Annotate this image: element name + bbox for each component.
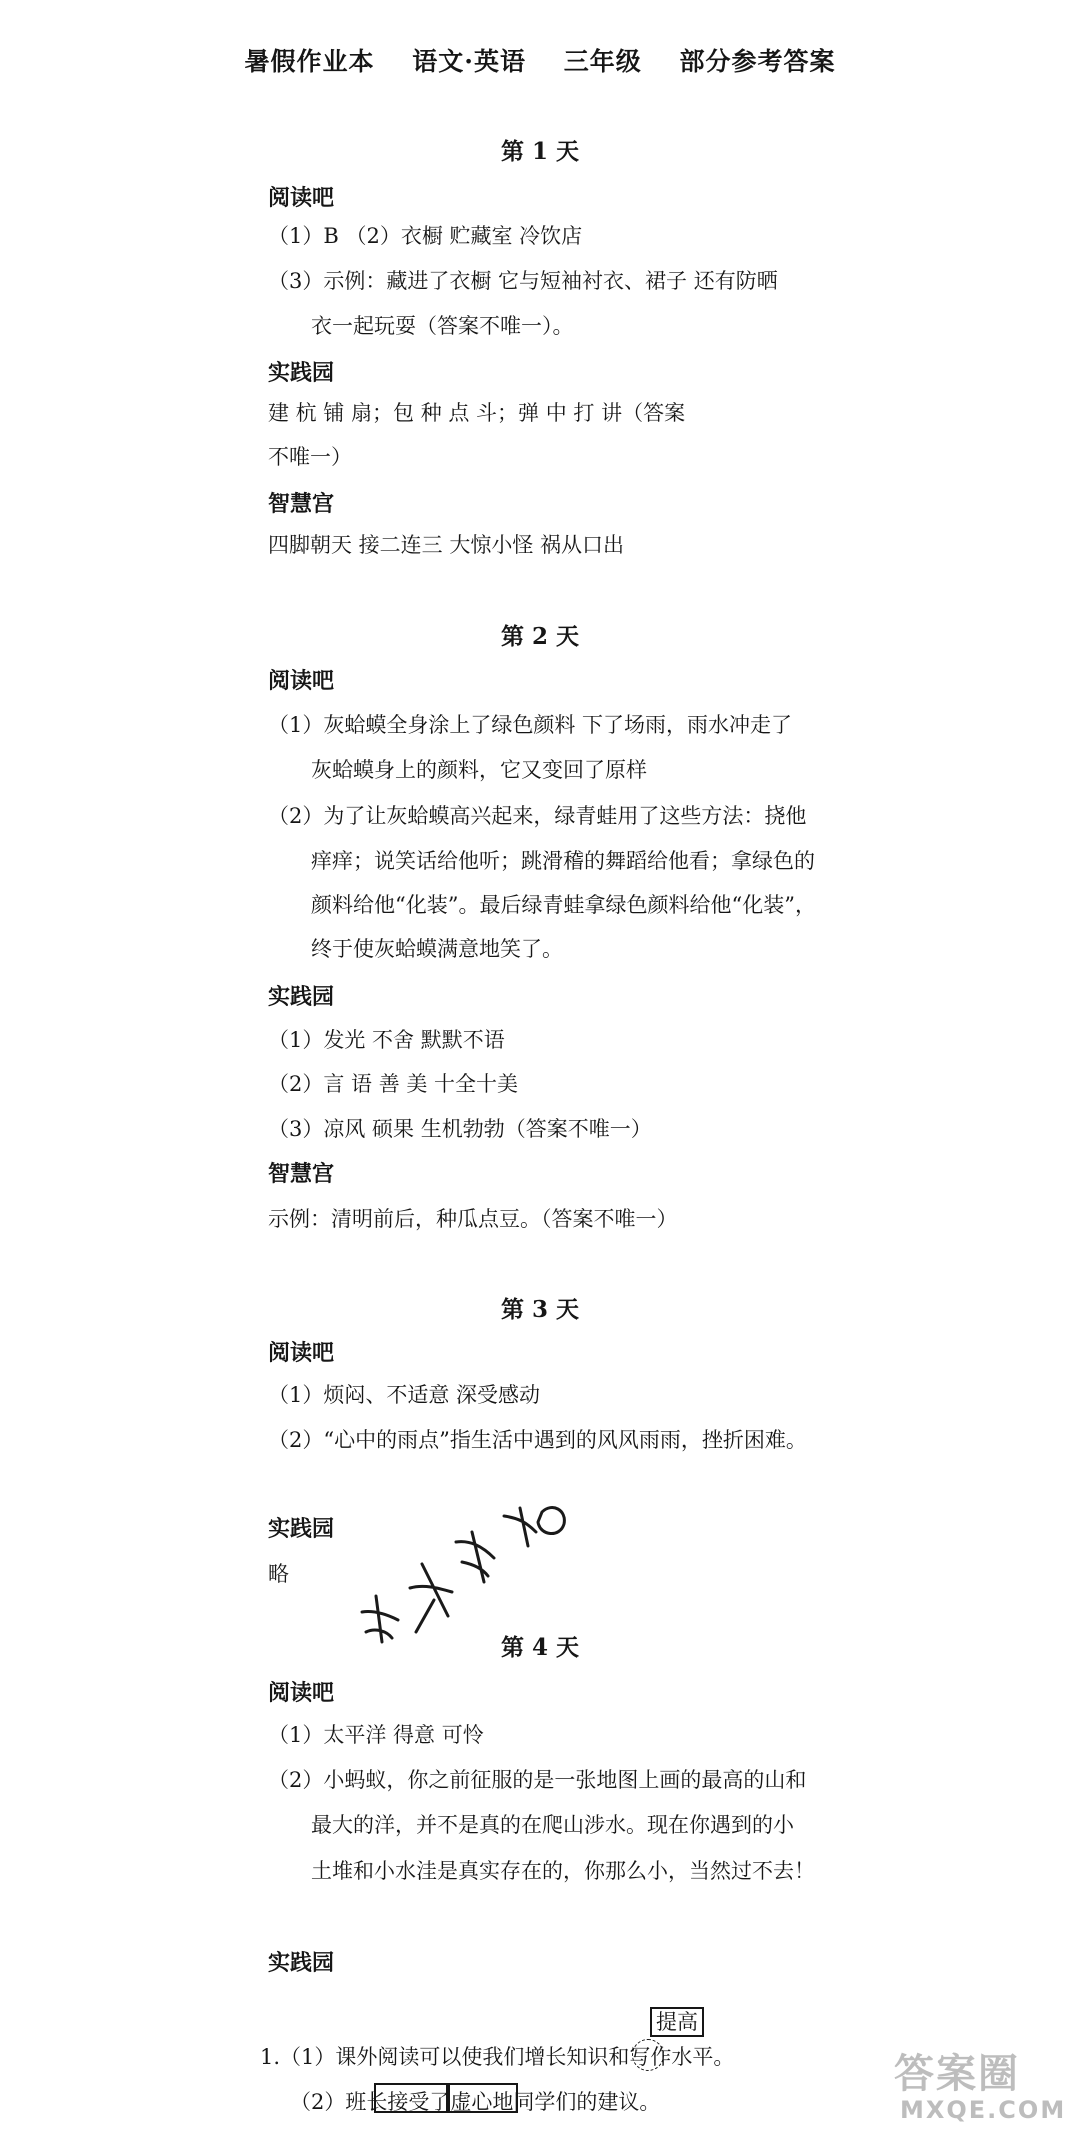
day-4-reading-2c: 土堆和小水洼是真实存在的，你那么小，当然过不去！ [311,1859,815,1883]
day-2-reading-1b: 灰蛤蟆身上的颜料，它又变回了原样 [311,758,647,782]
day-3-reading-2: （2）“心中的雨点”指生活中遇到的风风雨雨，挫折困难。 [268,1428,807,1452]
day-4-title: 第 4 天 [500,1634,580,1661]
day-1-reading-answer-1: （1）B （2）衣橱 贮藏室 冷饮店 [268,224,583,248]
header-book-title: 暑假作业本 [244,47,375,76]
day-3-reading-heading: 阅读吧 [268,1340,335,1366]
header-subject: 语文·英语 [412,47,526,76]
watermark-logo [880,2040,1080,2130]
day-1-wisdom-heading: 智慧宫 [268,491,335,517]
day-4-reading-heading: 阅读吧 [268,1680,335,1706]
day-3-practice-answer: 略 [268,1562,289,1586]
day-3-reading-1: （1）烦闷、不适意 深受感动 [268,1383,541,1407]
handwriting-scribble [352,1492,592,1652]
day-2-wisdom-answer: 示例：清明前后，种瓜点豆。（答案不唯一） [268,1207,678,1231]
day-2-practice-3: （3）凉风 硕果 生机勃勃（答案不唯一） [268,1117,652,1141]
day-1-practice-answer-b: 不唯一） [268,445,352,469]
day-1-title: 第 1 天 [500,138,580,165]
day-4-practice-2: （2）班长接受了虚心地同学们的建议。 [290,2090,661,2114]
day-2-practice-heading: 实践园 [268,984,335,1010]
day-1-reading-answer-3a: （3）示例：藏进了衣橱 它与短袖衬衣、裙子 还有防晒 [268,269,778,293]
day-2-reading-heading: 阅读吧 [268,668,335,694]
day-2-reading-1a: （1）灰蛤蟆全身涂上了绿色颜料 下了场雨，雨水冲走了 [268,713,793,737]
day-4-reading-2b: 最大的洋，并不是真的在爬山涉水。现在你遇到的小 [311,1813,794,1837]
day-2-wisdom-heading: 智慧宫 [268,1161,335,1187]
day-2-practice-1: （1）发光 不舍 默默不语 [268,1028,505,1052]
day-2-reading-2d: 终于使灰蛤蟆满意地笑了。 [311,937,563,961]
header-subtitle: 部分参考答案 [679,47,836,76]
day-2-reading-2a: （2）为了让灰蛤蟆高兴起来，绿青蛙用了这些方法：挠他 [268,804,807,828]
header-grade: 三年级 [563,47,642,76]
correction-insert-box: 提高 [650,2007,704,2037]
watermark-url: MXQE.COM [900,2096,1067,2124]
day-2-reading-2b: 痒痒；说笑话给他听；跳滑稽的舞蹈给他看；拿绿色的 [311,849,815,873]
watermark-logo-text: 答案圈 [894,2051,1020,2097]
day-3-practice-heading: 实践园 [268,1516,335,1542]
day-4-practice-1: 1.（1）课外阅读可以使我们增长知识和写作水平。 [260,2045,735,2069]
day-1-reading-answer-3b: 衣一起玩耍（答案不唯一）。 [311,314,574,338]
day-1-reading-heading: 阅读吧 [268,185,335,211]
day-1-practice-answer-a: 建 杭 铺 扇；包 种 点 斗；弹 中 打 讲（答案 [268,401,686,425]
day-2-reading-2c: 颜料给他“化装”。最后绿青蛙拿绿色颜料给他“化装”， [311,893,816,917]
page-header [0,42,1080,78]
day-1-wisdom-answer: 四脚朝天 接二连三 大惊小怪 祸从口出 [268,533,625,557]
day-4-practice-heading: 实践园 [268,1950,335,1976]
day-4-reading-2a: （2）小蚂蚁，你之前征服的是一张地图上画的最高的山和 [268,1768,807,1792]
day-1-practice-heading: 实践园 [268,360,335,386]
day-2-practice-2: （2）言 语 善 美 十全十美 [268,1072,519,1096]
day-4-reading-1: （1）太平洋 得意 可怜 [268,1723,484,1747]
day-3-title: 第 3 天 [500,1296,580,1323]
day-2-title: 第 2 天 [500,623,580,650]
